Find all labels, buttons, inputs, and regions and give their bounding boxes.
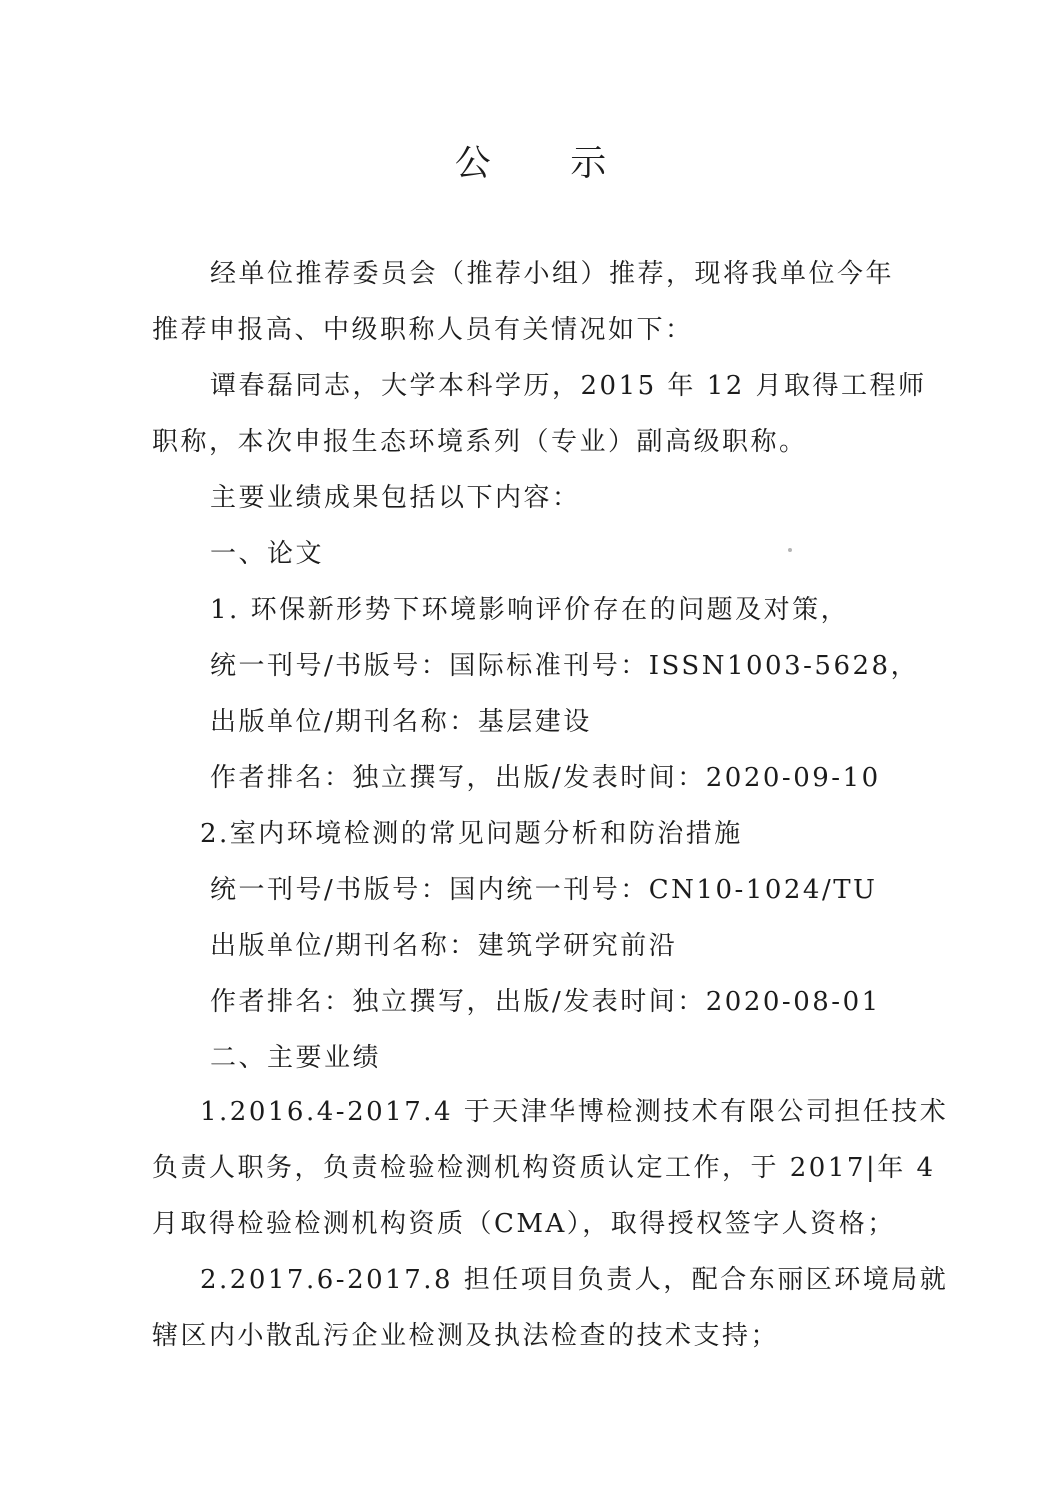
paper-2-publisher: 出版单位/期刊名称：建筑学研究前沿 bbox=[210, 931, 678, 961]
achievement-1-line-3: 月取得检验检测机构资质（CMA），取得授权签字人资格； bbox=[152, 1209, 896, 1239]
paper-2-title: 2.室内环境检测的常见问题分析和防治措施 bbox=[200, 819, 743, 849]
achievement-2-line-2: 辖区内小散乱污企业检测及执法检查的技术支持； bbox=[152, 1321, 780, 1351]
achievement-1-line-2: 负责人职务，负责检验检测机构资质认定工作，于 2017|年 4 bbox=[152, 1153, 936, 1183]
paper-1-author: 作者排名：独立撰写，出版/发表时间：2020-09-10 bbox=[210, 763, 881, 793]
page-title: 公 示 bbox=[454, 143, 641, 184]
paper-1-publisher: 出版单位/期刊名称：基层建设 bbox=[210, 707, 592, 737]
section-heading-achievements: 二、主要业绩 bbox=[210, 1043, 382, 1073]
paper-2-author: 作者排名：独立撰写，出版/发表时间：2020-08-01 bbox=[210, 987, 881, 1017]
scan-speck bbox=[788, 548, 792, 552]
achievement-1-line-1: 1.2016.4-2017.4 于天津华博检测技术有限公司担任技术 bbox=[200, 1097, 949, 1127]
paper-2-issn: 统一刊号/书版号：国内统一刊号：CN10-1024/TU bbox=[210, 875, 878, 905]
intro-line-2: 推荐申报高、中级职称人员有关情况如下： bbox=[152, 315, 694, 345]
achievement-2-line-1: 2.2017.6-2017.8 担任项目负责人，配合东丽区环境局就 bbox=[200, 1265, 949, 1295]
person-line-1: 谭春磊同志，大学本科学历，2015 年 12 月取得工程师 bbox=[210, 371, 927, 401]
paper-1-issn: 统一刊号/书版号：国际标准刊号：ISSN1003-5628， bbox=[210, 651, 920, 681]
section-heading-papers: 一、论文 bbox=[210, 539, 325, 569]
intro-line-1: 经单位推荐委员会（推荐小组）推荐，现将我单位今年 bbox=[210, 259, 895, 289]
paper-1-title: 1. 环保新形势下环境影响评价存在的问题及对策， bbox=[210, 595, 850, 625]
person-line-2: 职称，本次申报生态环境系列（专业）副高级职称。 bbox=[152, 427, 808, 457]
achievements-intro: 主要业绩成果包括以下内容： bbox=[210, 483, 581, 513]
